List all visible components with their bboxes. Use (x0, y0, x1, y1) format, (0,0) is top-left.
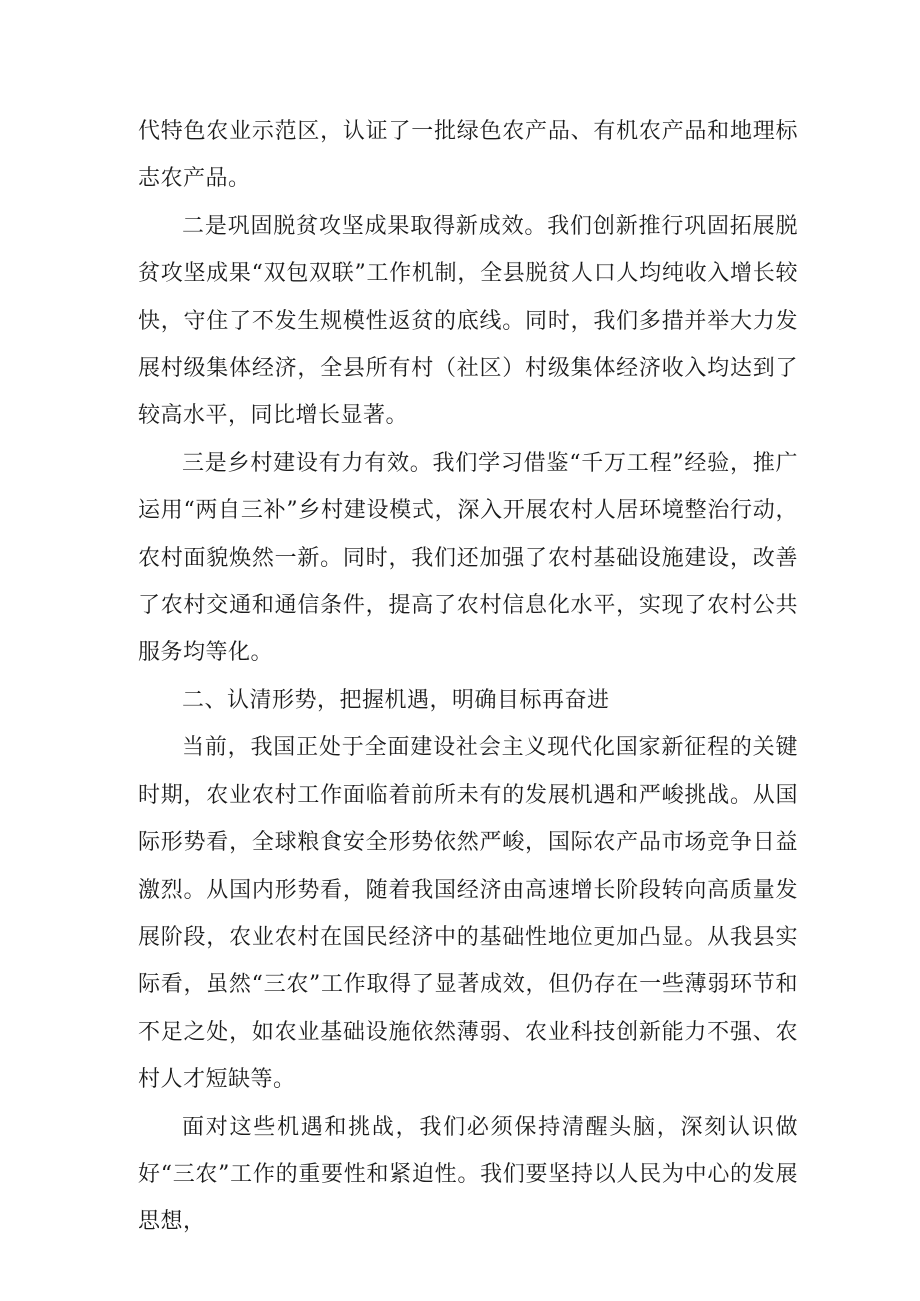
paragraph-situation: 当前，我国正处于全面建设社会主义现代化国家新征程的关键时期，农业农村工作面临着前所未有的发展机遇和严峻挑战。从国际形势看，全球粮食安全形势依然严峻，国际农产品市场竞争日益激烈。从国内形势看，随着我国经济由高速增长阶段转向高质量发展阶段，农业农村在国民经济中的基础性地位更加凸显。从我县实际看，虽然“三农”工作取得了显著成效，但仍存在一些薄弱环节和不足之处，如农业基础设施依然薄弱、农业科技创新能力不强、农村人才短缺等。 (138, 735, 798, 1093)
paragraph-challenges: 面对这些机遇和挑战，我们必须保持清醒头脑，深刻认识做好“三农”工作的重要性和紧迫性。我们要坚持以人民为中心的发展思想， (138, 1114, 798, 1235)
document-body (138, 108, 798, 1246)
paragraph-continuation: 代特色农业示范区，认证了一批绿色农产品、有机农产品和地理标志农产品。 (138, 119, 798, 192)
paragraph-rural-construction: 三是乡村建设有力有效。我们学习借鉴“千万工程”经验，推广运用“两自三补”乡村建设模式，深入开展农村人居环境整治行动，农村面貌焕然一新。同时，我们还加强了农村基础设施建设，改善了农村交通和通信条件，提高了农村信息化水平，实现了农村公共服务均等化。 (138, 450, 798, 666)
section-heading: 二、认清形势，把握机遇，明确目标再奋进 (182, 687, 610, 713)
paragraph-poverty-alleviation: 二是巩固脱贫攻坚成果取得新成效。我们创新推行巩固拓展脱贫攻坚成果“双包双联”工作机制，全县脱贫人口人均纯收入增长较快，守住了不发生规模性返贫的底线。同时，我们多措并举大力发展村级集体经济，全县所有村（社区）村级集体经济收入均达到了较高水平，同比增长显著。 (138, 213, 798, 429)
